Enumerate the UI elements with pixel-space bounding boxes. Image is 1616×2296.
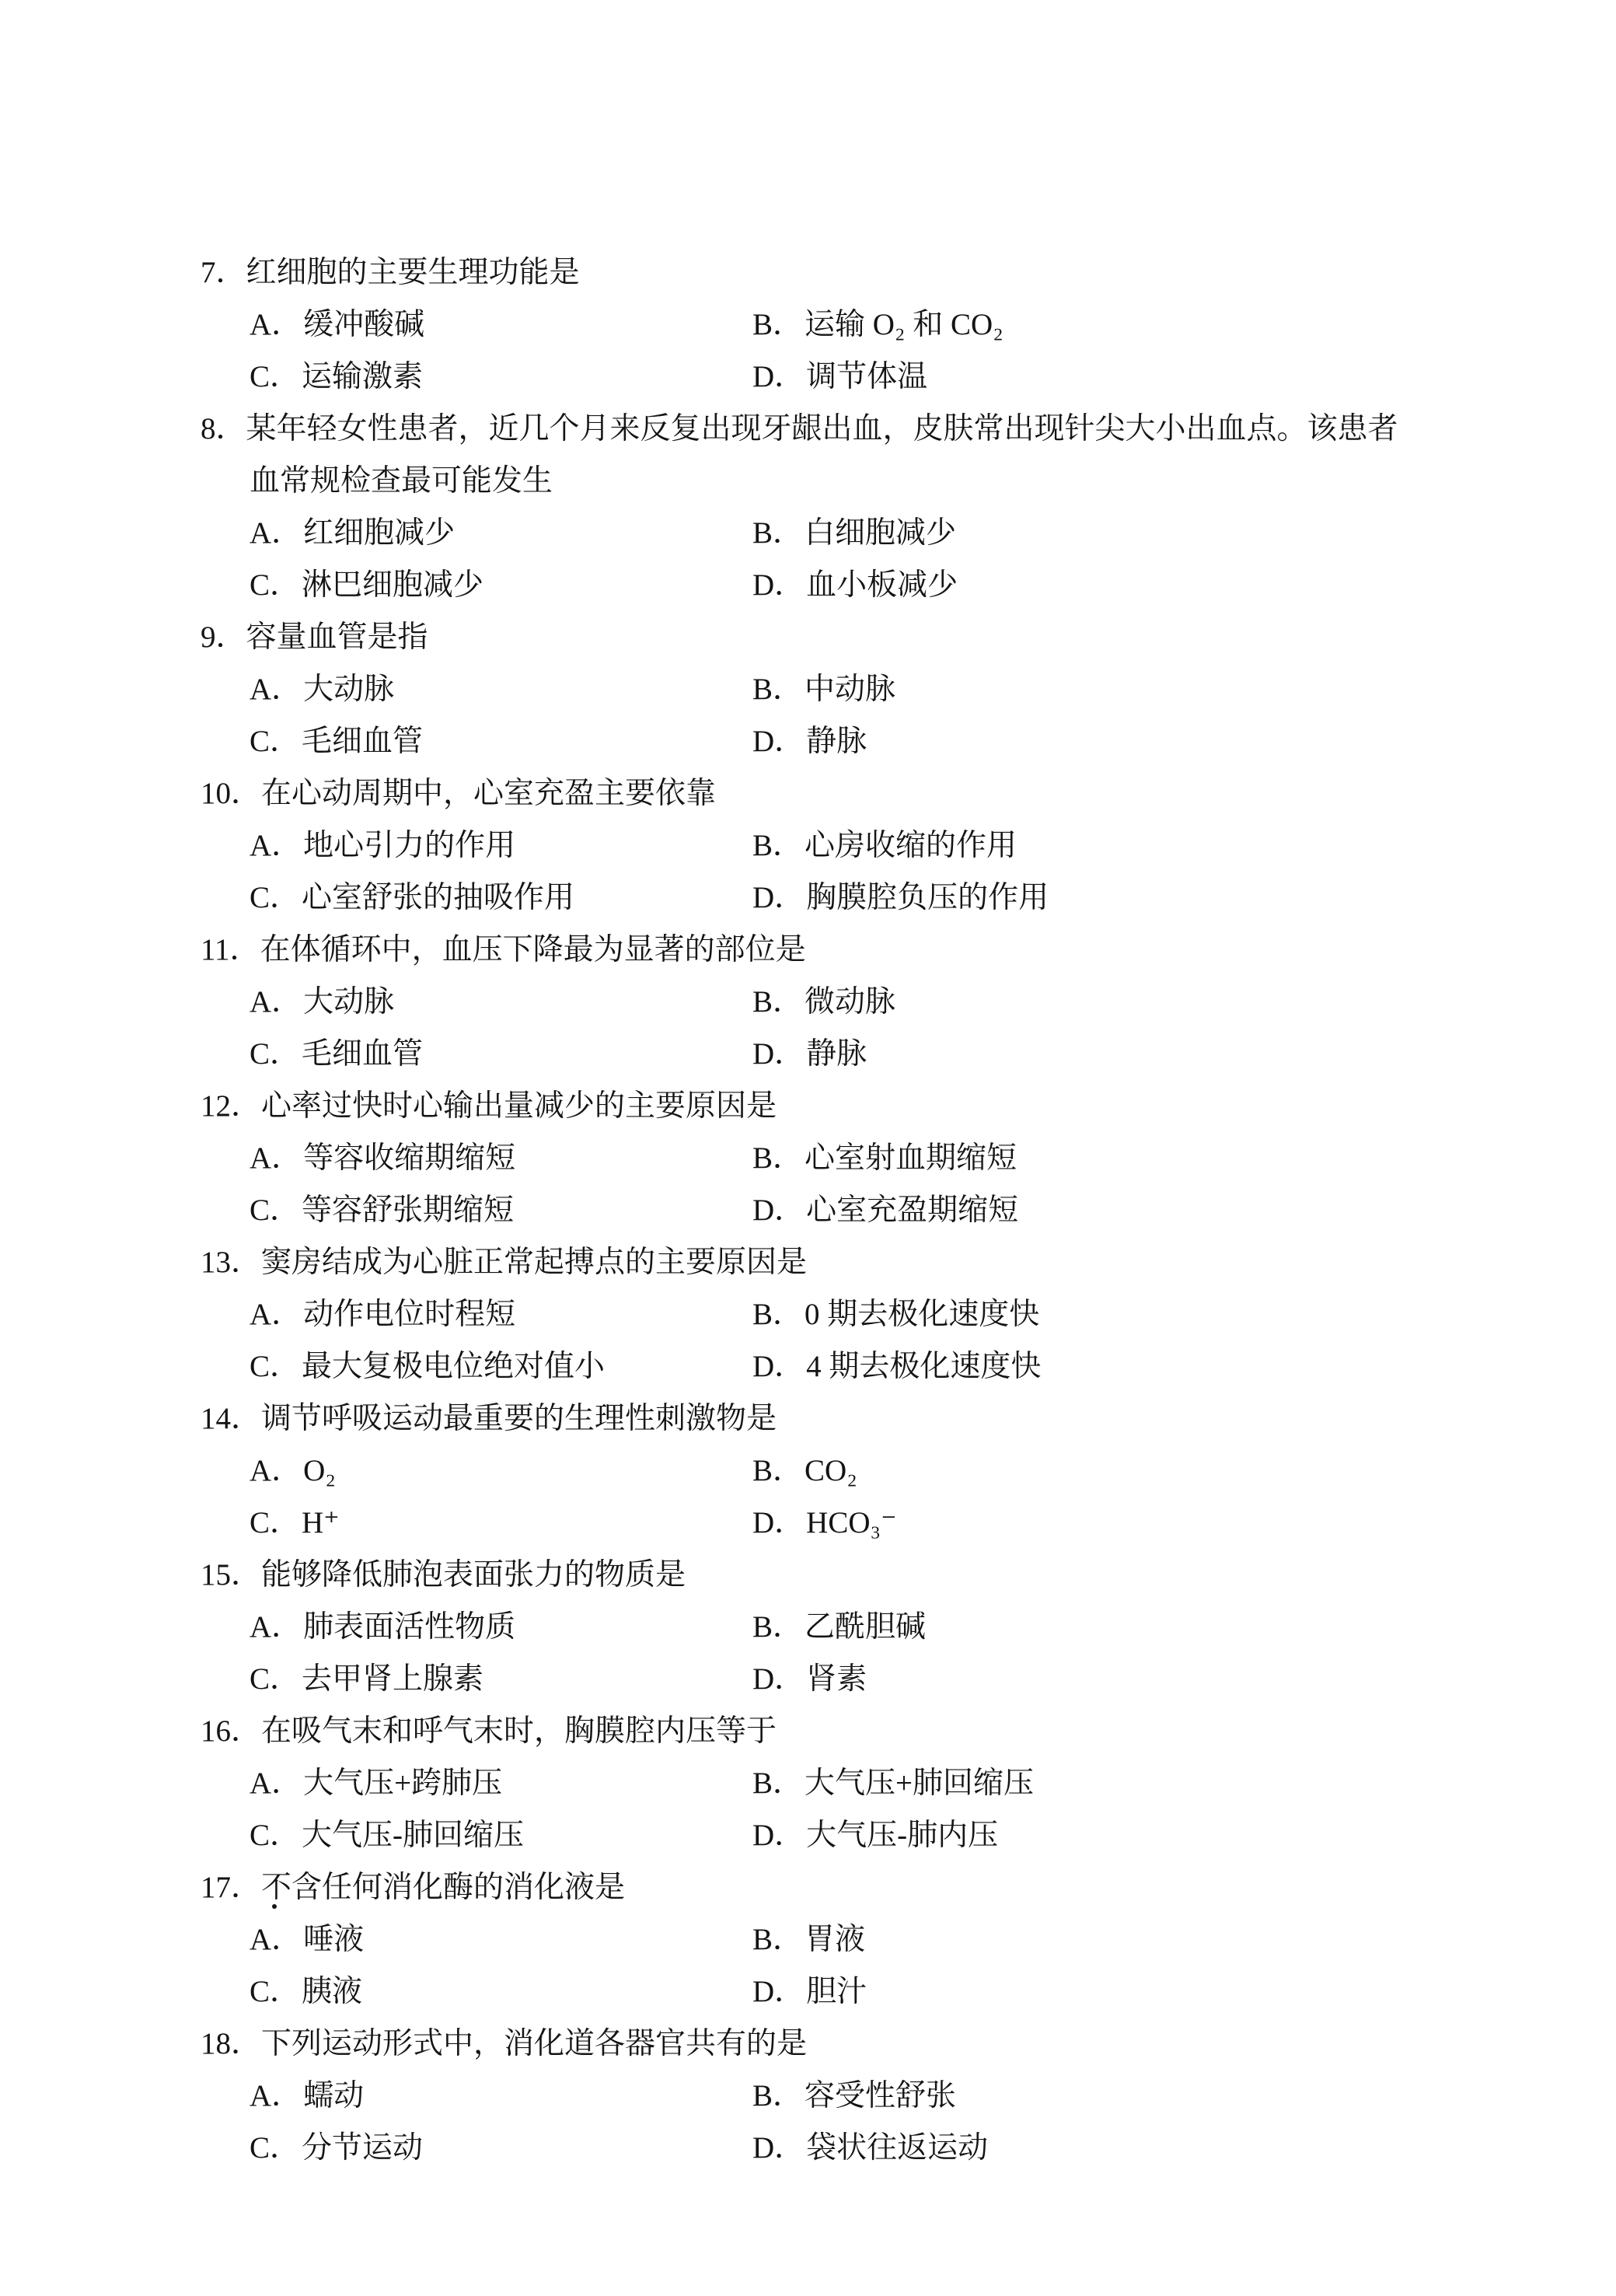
option-label: D． xyxy=(752,881,805,914)
answer-option[interactable] xyxy=(250,1966,362,2018)
answer-option[interactable] xyxy=(250,1913,364,1966)
option-label: B． xyxy=(752,1454,804,1487)
answer-option[interactable] xyxy=(250,507,455,559)
option-text: 唾液 xyxy=(303,1923,365,1956)
answer-option[interactable] xyxy=(250,559,483,611)
question-stem: 不含任何消化酶的消化液是 xyxy=(261,1871,626,1904)
emphasis-dot xyxy=(272,1904,277,1909)
question-number: 14． xyxy=(201,1402,262,1435)
option-text: 心室舒张的抽吸作用 xyxy=(302,881,575,914)
option-text: 分节运动 xyxy=(302,2131,424,2165)
option-row xyxy=(0,1132,1616,1184)
answer-option[interactable] xyxy=(250,1757,502,1809)
option-text: 微动脉 xyxy=(805,985,896,1019)
option-row xyxy=(0,1757,1616,1809)
option-label: B． xyxy=(752,673,804,706)
option-row xyxy=(0,1340,1616,1393)
option-label: C． xyxy=(250,360,301,393)
option-row xyxy=(0,715,1616,767)
option-label: C． xyxy=(250,1975,301,2008)
option-text: 大气压-肺内压 xyxy=(806,1819,999,1852)
option-row xyxy=(0,559,1616,611)
option-text: 血小板减少 xyxy=(806,568,958,602)
answer-option[interactable] xyxy=(250,663,394,715)
question-number: 15． xyxy=(201,1558,262,1592)
option-row xyxy=(0,1809,1616,1861)
option-text: 中动脉 xyxy=(805,673,896,706)
question-block xyxy=(0,403,1616,611)
option-text: 动作电位时程短 xyxy=(303,1298,516,1331)
question-stem: 心率过快时心输出量减少的主要原因是 xyxy=(261,1089,777,1123)
question-line xyxy=(0,1080,1616,1132)
option-label: A． xyxy=(250,673,302,706)
option-text: 肺表面活性物质 xyxy=(303,1610,516,1644)
question-line xyxy=(0,1236,1616,1288)
answer-option[interactable] xyxy=(752,1340,1041,1393)
answer-option[interactable] xyxy=(752,1445,857,1497)
option-text: 大动脉 xyxy=(303,673,395,706)
option-label: D． xyxy=(752,1037,805,1071)
answer-option[interactable] xyxy=(752,351,927,403)
option-text: 大动脉 xyxy=(303,985,395,1019)
option-text: 胆汁 xyxy=(806,1975,867,2008)
option-row xyxy=(0,1445,1616,1497)
option-label: C． xyxy=(250,568,301,602)
answer-option[interactable] xyxy=(752,872,1049,924)
option-row xyxy=(0,1497,1616,1549)
answer-option[interactable] xyxy=(752,2122,988,2174)
answer-option[interactable] xyxy=(752,1288,1039,1340)
option-label: C． xyxy=(250,1037,301,1071)
option-label: C． xyxy=(250,725,301,758)
option-label: D． xyxy=(752,1975,805,2008)
answer-option[interactable] xyxy=(250,1288,515,1340)
question-number: 13． xyxy=(201,1246,262,1279)
question-line xyxy=(0,246,1616,299)
option-text: 大气压-肺回缩压 xyxy=(302,1819,525,1852)
answer-option[interactable] xyxy=(250,2122,423,2174)
option-row xyxy=(0,1184,1616,1236)
question-stem: 在体循环中，血压下降最为显著的部位是 xyxy=(260,933,806,966)
option-label: D． xyxy=(752,1662,805,1696)
option-label: A． xyxy=(250,1454,302,1487)
question-line xyxy=(0,1861,1616,1913)
option-label: A． xyxy=(250,1610,302,1644)
option-row xyxy=(0,2070,1616,2122)
question-block xyxy=(0,1705,1616,1861)
option-row xyxy=(0,1028,1616,1080)
option-row xyxy=(0,2122,1616,2174)
answer-option[interactable] xyxy=(250,1601,515,1653)
option-text: 地心引力的作用 xyxy=(303,829,516,862)
question-block xyxy=(0,611,1616,767)
option-text: 静脉 xyxy=(806,1037,867,1071)
question-number: 16． xyxy=(201,1714,262,1748)
answer-option[interactable] xyxy=(752,1809,998,1861)
option-text: 白细胞减少 xyxy=(805,516,957,550)
answer-option[interactable] xyxy=(752,1601,926,1653)
option-text: 胃液 xyxy=(805,1923,866,1956)
option-text: 缓冲酸碱 xyxy=(303,308,425,341)
option-label: D． xyxy=(752,725,805,758)
option-text: 淋巴细胞减少 xyxy=(302,568,484,602)
option-text: 蠕动 xyxy=(303,2079,365,2113)
answer-option[interactable] xyxy=(752,820,1017,872)
question-block xyxy=(0,1236,1616,1393)
answer-option[interactable] xyxy=(250,351,423,403)
answer-option[interactable] xyxy=(250,872,574,924)
answer-option[interactable] xyxy=(752,507,956,559)
answer-option[interactable] xyxy=(752,1184,1018,1236)
question-line xyxy=(0,767,1616,820)
option-row xyxy=(0,976,1616,1028)
question-number: 18． xyxy=(201,2027,262,2060)
question-block xyxy=(0,246,1616,403)
answer-option[interactable] xyxy=(752,1497,897,1549)
question-line xyxy=(0,924,1616,976)
option-label: A． xyxy=(250,829,302,862)
option-text: 心房收缩的作用 xyxy=(805,829,1017,862)
option-label: D． xyxy=(752,360,805,393)
option-text: 0 期去极化速度快 xyxy=(805,1298,1040,1331)
option-text: 运输激素 xyxy=(302,360,424,393)
answer-option[interactable] xyxy=(250,299,424,351)
option-text: 胸膜腔负压的作用 xyxy=(806,881,1049,914)
question-block xyxy=(0,924,1616,1080)
option-text: 心室充盈期缩短 xyxy=(806,1193,1019,1227)
option-label: C． xyxy=(250,1819,301,1852)
answer-option[interactable] xyxy=(250,1028,423,1080)
option-label: A． xyxy=(250,1141,302,1175)
answer-option[interactable] xyxy=(752,1913,865,1966)
option-text: 毛细血管 xyxy=(302,725,424,758)
question-number: 17． xyxy=(201,1871,262,1904)
question-stem: 在心动周期中，心室充盈主要依靠 xyxy=(261,777,717,810)
option-row xyxy=(0,1653,1616,1705)
option-text: 大气压+跨肺压 xyxy=(303,1767,503,1800)
answer-option[interactable] xyxy=(250,715,423,767)
option-label: B． xyxy=(752,829,804,862)
option-label: B． xyxy=(752,1298,804,1331)
option-text: 胰液 xyxy=(302,1975,363,2008)
option-label: D． xyxy=(752,1193,805,1227)
option-text: 肾素 xyxy=(806,1662,867,1696)
question-stem: 某年轻女性患者，近几个月来反复出现牙龈出血，皮肤常出现针尖大小出血点。该患者 xyxy=(246,412,1398,446)
option-text: 大气压+肺回缩压 xyxy=(805,1767,1035,1800)
question-number: 10． xyxy=(201,777,262,810)
question-stem: 窦房结成为心脏正常起搏点的主要原因是 xyxy=(261,1246,808,1279)
question-line xyxy=(0,1705,1616,1757)
question-stem: 能够降低肺泡表面张力的物质是 xyxy=(261,1558,686,1592)
option-row xyxy=(0,1966,1616,2018)
answer-option[interactable] xyxy=(752,715,867,767)
option-label: A． xyxy=(250,1298,302,1331)
question-stem: 容量血管是指 xyxy=(246,620,428,654)
question-line xyxy=(0,2018,1616,2070)
question-stem-continuation: 血常规检查最可能发生 xyxy=(250,464,553,498)
question-line xyxy=(0,1393,1616,1445)
option-row xyxy=(0,299,1616,351)
answer-option[interactable] xyxy=(250,1497,340,1549)
answer-option[interactable] xyxy=(752,976,895,1028)
option-text: 4 期去极化速度快 xyxy=(806,1350,1042,1383)
option-label: D． xyxy=(752,1506,805,1539)
answer-option[interactable] xyxy=(752,1757,1034,1809)
option-text: O₂ xyxy=(303,1454,336,1487)
option-label: D． xyxy=(752,1350,805,1383)
option-row xyxy=(0,663,1616,715)
question-stem: 在吸气末和呼气末时，胸膜腔内压等于 xyxy=(261,1714,777,1748)
question-block xyxy=(0,767,1616,924)
option-text: 静脉 xyxy=(806,725,867,758)
answer-option[interactable] xyxy=(752,1653,867,1705)
option-text: 乙酰胆碱 xyxy=(805,1610,927,1644)
option-label: A． xyxy=(250,1923,302,1956)
question-number: 11． xyxy=(201,933,260,966)
answer-option[interactable] xyxy=(752,299,1003,351)
question-block xyxy=(0,1393,1616,1549)
question-number: 7． xyxy=(201,256,246,289)
option-label: C． xyxy=(250,2131,301,2165)
question-stem: 红细胞的主要生理功能是 xyxy=(246,256,580,289)
option-label: D． xyxy=(752,1819,805,1852)
option-row xyxy=(0,872,1616,924)
answer-option[interactable] xyxy=(250,1184,514,1236)
exam-page xyxy=(0,246,1616,2174)
question-number: 12． xyxy=(201,1089,262,1123)
option-row xyxy=(0,351,1616,403)
option-label: C． xyxy=(250,881,301,914)
answer-option[interactable] xyxy=(250,1653,483,1705)
option-label: A． xyxy=(250,308,302,341)
answer-option[interactable] xyxy=(250,820,515,872)
option-row xyxy=(0,1601,1616,1653)
option-label: A． xyxy=(250,516,302,550)
option-label: A． xyxy=(250,2079,302,2113)
option-label: B． xyxy=(752,2079,804,2113)
answer-option[interactable] xyxy=(250,1445,336,1497)
option-text: 红细胞减少 xyxy=(303,516,455,550)
option-label: A． xyxy=(250,1767,302,1800)
option-label: C． xyxy=(250,1350,301,1383)
question-block xyxy=(0,1080,1616,1236)
answer-option[interactable] xyxy=(250,1809,524,1861)
question-line xyxy=(0,611,1616,663)
answer-option[interactable] xyxy=(250,1340,605,1393)
question-number: 8． xyxy=(201,412,246,446)
option-label: C． xyxy=(250,1506,301,1539)
option-text: 等容收缩期缩短 xyxy=(303,1141,516,1175)
option-text: H⁺ xyxy=(302,1506,340,1539)
question-stem: 下列运动形式中，消化道各器官共有的是 xyxy=(261,2027,808,2060)
question-stem: 调节呼吸运动最重要的生理性刺激物是 xyxy=(261,1402,777,1435)
option-label: C． xyxy=(250,1662,301,1696)
answer-option[interactable] xyxy=(250,2070,364,2122)
option-label: D． xyxy=(752,2131,805,2165)
option-text: 最大复极电位绝对值小 xyxy=(302,1350,606,1383)
answer-option[interactable] xyxy=(250,1132,515,1184)
option-label: B． xyxy=(752,308,804,341)
question-line xyxy=(0,403,1616,455)
answer-option[interactable] xyxy=(752,2070,956,2122)
option-text: HCO₃⁻ xyxy=(806,1506,897,1539)
answer-option[interactable] xyxy=(752,559,958,611)
question-number: 9． xyxy=(201,620,246,654)
question-line xyxy=(0,1549,1616,1601)
question-block xyxy=(0,2018,1616,2174)
option-label: B． xyxy=(752,1767,804,1800)
option-text: 毛细血管 xyxy=(302,1037,424,1071)
answer-option[interactable] xyxy=(752,1028,867,1080)
option-label: B． xyxy=(752,516,804,550)
option-label: B． xyxy=(752,1610,804,1644)
answer-option[interactable] xyxy=(752,1132,1017,1184)
option-text: 运输 O₂ 和 CO₂ xyxy=(805,308,1003,341)
option-label: D． xyxy=(752,568,805,602)
option-text: 心室射血期缩短 xyxy=(805,1141,1017,1175)
question-block xyxy=(0,1549,1616,1705)
option-text: 等容舒张期缩短 xyxy=(302,1193,515,1227)
option-row xyxy=(0,507,1616,559)
option-label: B． xyxy=(752,1923,804,1956)
option-text: 容受性舒张 xyxy=(805,2079,957,2113)
option-text: 袋状往返运动 xyxy=(806,2131,989,2165)
option-label: C． xyxy=(250,1193,301,1227)
option-text: 调节体温 xyxy=(806,360,928,393)
option-label: B． xyxy=(752,985,804,1019)
option-label: B． xyxy=(752,1141,804,1175)
answer-option[interactable] xyxy=(752,1966,867,2018)
answer-option[interactable] xyxy=(250,976,394,1028)
question-block xyxy=(0,1861,1616,2018)
option-label: A． xyxy=(250,985,302,1019)
option-row xyxy=(0,1288,1616,1340)
option-row xyxy=(0,820,1616,872)
option-text: CO₂ xyxy=(805,1454,857,1487)
answer-option[interactable] xyxy=(752,663,895,715)
option-row xyxy=(0,1913,1616,1966)
option-text: 去甲肾上腺素 xyxy=(302,1662,484,1696)
